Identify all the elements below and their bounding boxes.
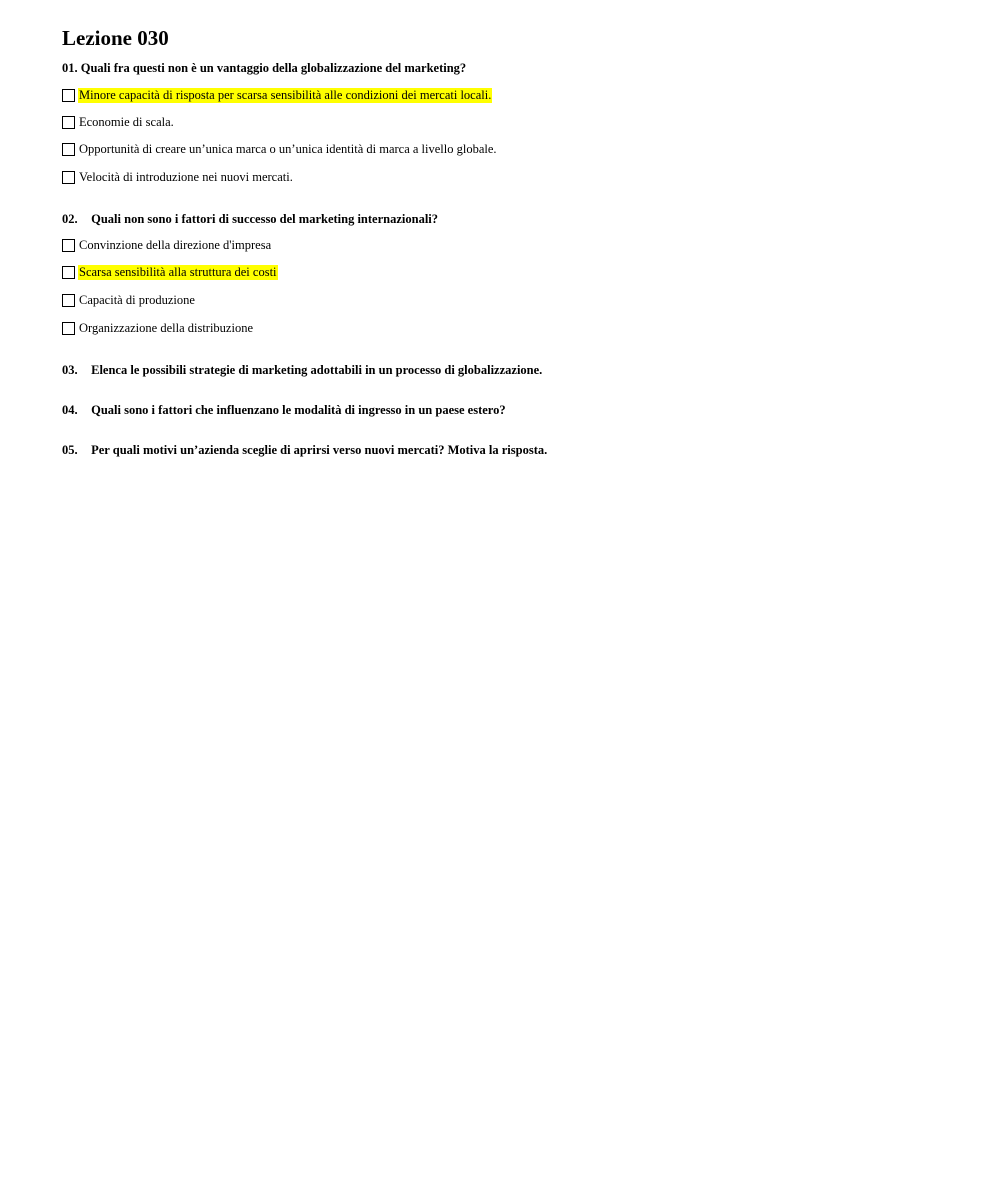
- answer-option[interactable]: [62, 320, 254, 337]
- checkbox[interactable]: [62, 322, 75, 335]
- checkbox[interactable]: [62, 239, 75, 252]
- question-05: [62, 442, 547, 458]
- question-number: 05.: [62, 443, 78, 457]
- question-text: Quali sono i fattori che influenzano le modalità di ingresso in un paese estero?: [91, 403, 506, 417]
- question-text: Per quali motivi un’azienda sceglie di aprirsi verso nuovi mercati? Motiva la risposta.: [91, 443, 548, 457]
- answer-option-text: Velocità di introduzione nei nuovi mercati.: [79, 170, 293, 184]
- answer-option[interactable]: [62, 169, 294, 186]
- checkbox[interactable]: [62, 294, 75, 307]
- answer-option-text: Scarsa sensibilità alla struttura dei costi: [79, 265, 277, 279]
- checkbox[interactable]: [62, 116, 75, 129]
- checkbox[interactable]: [62, 143, 75, 156]
- question-text: Elenca le possibili strategie di marketing adottabili in un processo di globalizzazione.: [91, 363, 543, 377]
- checkbox[interactable]: [62, 266, 75, 279]
- answer-option-text: Minore capacità di risposta per scarsa sensibilità alle condizioni dei mercati locali.: [79, 88, 492, 102]
- answer-option[interactable]: [62, 264, 278, 281]
- question-02: [62, 211, 438, 227]
- answer-option-text: Opportunità di creare un’unica marca o un’unica identità di marca a livello globale.: [79, 142, 497, 156]
- checkbox[interactable]: [62, 89, 75, 102]
- page-title: Lezione 030: [62, 26, 169, 50]
- answer-option-text: Economie di scala.: [79, 115, 174, 129]
- question-number: 02.: [62, 212, 78, 226]
- question-text: Quali non sono i fattori di successo del marketing internazionali?: [91, 212, 439, 226]
- question-text: Quali fra questi non è un vantaggio della globalizzazione del marketing?: [80, 61, 467, 75]
- answer-option-text: Organizzazione della distribuzione: [79, 321, 254, 335]
- answer-option[interactable]: [62, 114, 175, 131]
- answer-option-text: Convinzione della direzione d'impresa: [79, 238, 272, 252]
- answer-option-text: Capacità di produzione: [79, 293, 195, 307]
- answer-option[interactable]: [62, 237, 272, 254]
- question-03: [62, 362, 542, 378]
- question-01: [62, 60, 466, 76]
- question-number: 03.: [62, 363, 78, 377]
- question-number: 04.: [62, 403, 78, 417]
- question-number: 01.: [62, 61, 78, 75]
- answer-option[interactable]: [62, 87, 492, 104]
- answer-option[interactable]: [62, 141, 498, 158]
- answer-option[interactable]: [62, 292, 196, 309]
- question-04: [62, 402, 506, 418]
- checkbox[interactable]: [62, 171, 75, 184]
